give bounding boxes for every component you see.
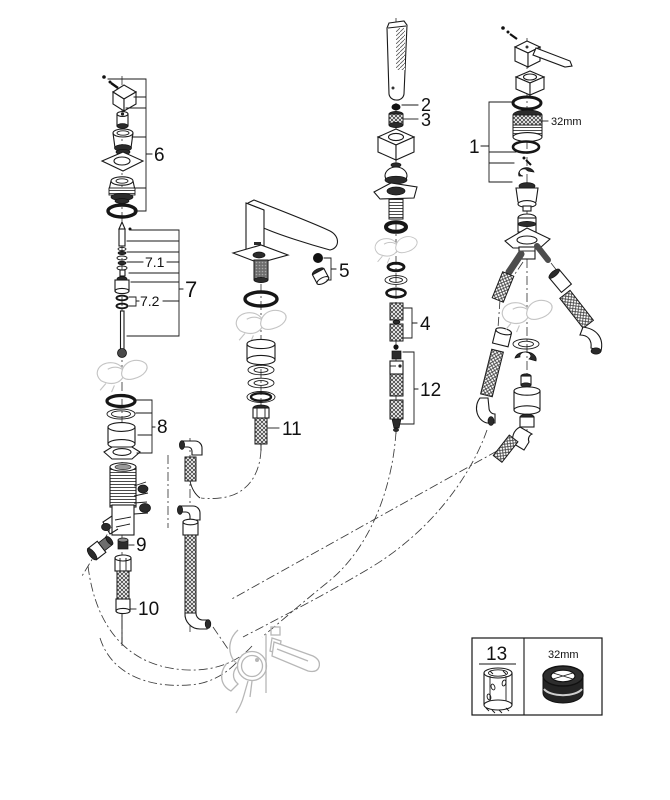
mounting-flange <box>109 177 135 204</box>
label-kit-size: 32mm <box>548 649 579 661</box>
valve-cap <box>113 129 133 155</box>
label-4: 4 <box>420 314 431 335</box>
label-12: 12 <box>420 380 442 401</box>
label-1: 1 <box>469 137 480 158</box>
label-10: 10 <box>138 599 160 620</box>
spout-base <box>233 245 288 283</box>
center-lines <box>82 18 527 648</box>
insert-piece <box>521 374 531 387</box>
label-6: 6 <box>154 145 165 166</box>
spacer-sleeve <box>514 387 540 414</box>
holder-escutcheon <box>374 183 417 219</box>
service-kit-box <box>472 638 602 715</box>
column-handshower <box>374 21 417 432</box>
hand-shower <box>387 21 407 100</box>
braided-hose-right <box>537 246 602 354</box>
knob-adapter <box>117 112 128 129</box>
label-9: 9 <box>136 535 147 556</box>
label-3: 3 <box>421 110 432 130</box>
callouts <box>108 79 582 620</box>
check-valve <box>389 111 403 127</box>
hook-clip <box>515 352 536 361</box>
shower-holder-cube <box>378 129 414 160</box>
o-ring-shower <box>392 104 401 111</box>
elbow-outlet <box>493 414 534 462</box>
handle-base-cube <box>516 71 544 95</box>
label-7-2: 7.2 <box>140 293 160 309</box>
elbow-hose-upper <box>179 441 202 498</box>
lever-handle <box>515 41 572 67</box>
o-ring <box>513 142 539 153</box>
escutcheon-plate <box>102 152 143 171</box>
hose-nipples <box>390 303 403 341</box>
label-5: 5 <box>339 261 350 282</box>
hose-routing-lines <box>88 262 558 685</box>
handle-knob <box>113 85 136 111</box>
o-ring <box>388 263 404 271</box>
seal-kit-group <box>104 396 140 460</box>
cartridge-cap <box>516 183 538 211</box>
flat-washer <box>513 339 539 349</box>
fitting-insert <box>118 538 128 549</box>
faucet-body <box>102 463 151 535</box>
shower-hose-set <box>390 344 403 431</box>
label-2: 2 <box>421 95 432 115</box>
cartridge-32mm <box>513 110 542 141</box>
spindle-assembly <box>115 222 132 358</box>
angle-adapter <box>86 534 116 562</box>
label-13: 13 <box>486 644 508 665</box>
retaining-clip <box>519 168 534 176</box>
column-spout <box>233 200 338 450</box>
screw-icon <box>102 75 118 88</box>
threaded-stem <box>253 405 269 450</box>
screw-icon <box>501 26 517 39</box>
supply-hose <box>115 555 131 643</box>
label-7: 7 <box>185 277 198 302</box>
spacer-sleeve <box>247 339 275 364</box>
label-cartridge-size: 32mm <box>551 116 582 128</box>
column-handle-side <box>86 75 211 643</box>
holder-dome <box>385 163 407 184</box>
column-lever-side <box>476 26 601 462</box>
label-11: 11 <box>282 419 302 440</box>
seal-32mm <box>543 666 583 703</box>
label-7-1: 7.1 <box>145 254 165 270</box>
label-8: 8 <box>157 417 168 438</box>
elbow-hose-lower <box>177 506 210 629</box>
installed-faucet-context <box>222 627 320 713</box>
